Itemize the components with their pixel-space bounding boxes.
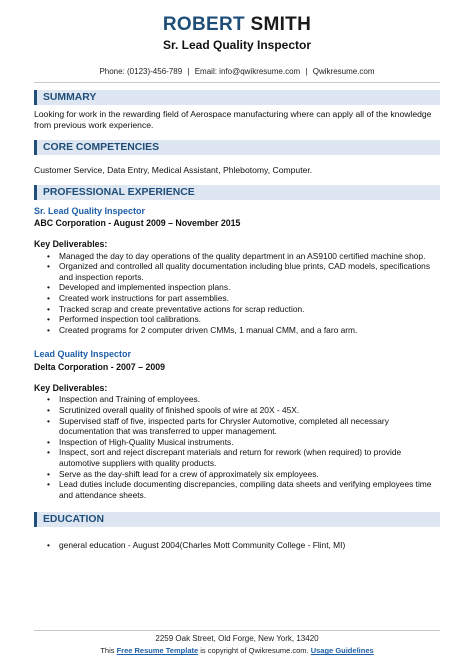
list-item: • Inspection of High-Quality Musical instruments. <box>47 437 440 448</box>
list-item: • Organized and controlled all quality documentation including blue prints, CAD models, specifications and inspection reports. <box>47 261 440 282</box>
job-title: Sr. Lead Quality Inspector <box>34 205 146 216</box>
deliverables-list <box>47 251 440 336</box>
last-name: SMITH <box>250 14 312 35</box>
list-item: • Managed the day to day operations of the quality department in an AS9100 certified machine shop. <box>47 251 440 262</box>
page-footer <box>34 630 440 656</box>
list-item: • general education - August 2004(Charles Mott Community College - Flint, MI) <box>47 540 440 551</box>
list-item: • Created work instructions for part assemblies. <box>47 293 440 304</box>
list-item: • Created programs for 2 computer driven CMMs, 1 manual CMM, and a faro arm. <box>47 325 440 336</box>
email[interactable]: Email: info@qwikresume.com <box>194 67 301 77</box>
list-item: • Supervised staff of five, inspected parts for Chrysler Automotive, completed all necessary documentation that was transferred to upper management. <box>47 416 440 437</box>
job-company-dates: ABC Corporation - August 2009 – November 2015 <box>34 218 241 229</box>
job-title: Lead Quality Inspector <box>34 349 132 360</box>
summary-heading: SUMMARY <box>34 90 440 105</box>
free-resume-template-link[interactable]: Free Resume Template <box>116 646 199 656</box>
list-item: • Lead duties include documenting discrepancies, compiling data sheets and verifying employees time and attendance sheets. <box>47 479 440 500</box>
copyright-prefix: This <box>100 646 115 656</box>
education-list <box>47 540 440 551</box>
list-item: • Serve as the day-shift lead for a crew of approximately six employees. <box>47 469 440 480</box>
job-entry <box>34 206 440 336</box>
footer-address: 2259 Oak Street, Old Forge, New York, 13420 <box>155 634 319 643</box>
list-item: • Performed inspection tool calibrations. <box>47 314 440 325</box>
separator: | <box>187 67 190 77</box>
experience-section <box>34 200 440 501</box>
contact-line <box>34 67 440 82</box>
key-deliverables-label: Key Deliverables: <box>34 383 108 394</box>
key-deliverables-label: Key Deliverables: <box>34 239 108 250</box>
competencies-section <box>34 155 440 176</box>
website[interactable]: Qwikresume.com <box>312 67 375 77</box>
list-item: • Scrutinized overall quality of finished spools of wire at 20X - 45X. <box>47 405 440 416</box>
candidate-name <box>34 14 440 36</box>
list-item: • Inspect, sort and reject discrepant materials and return for rework (when required) to provide automotive suppliers with quality products. <box>47 447 440 468</box>
usage-guidelines-link[interactable]: Usage Guidelines <box>310 646 374 656</box>
deliverables-list <box>47 394 440 500</box>
first-name: ROBERT <box>162 14 245 35</box>
summary-section <box>34 105 440 131</box>
list-item: • Developed and implemented inspection plans. <box>47 282 440 293</box>
separator: | <box>305 67 308 77</box>
job-entry <box>34 349 440 500</box>
list-item: • Inspection and Training of employees. <box>47 394 440 405</box>
job-title-heading: Sr. Lead Quality Inspector <box>162 38 312 52</box>
phone: Phone: (0123)-456-789 <box>99 67 183 77</box>
education-section <box>34 527 440 551</box>
competencies-heading: CORE COMPETENCIES <box>34 140 440 155</box>
competencies-text: Customer Service, Data Entry, Medical Assistant, Phlebotomy, Computer. <box>34 164 313 175</box>
education-heading: EDUCATION <box>34 512 440 527</box>
copyright-line <box>34 646 440 656</box>
copyright-text: is copyright of Qwikresume.com. <box>200 646 309 656</box>
resume-header <box>34 0 440 83</box>
summary-text: Looking for work in the rewarding field of Aerospace manufacturing where can apply all of the knowledge from previous work experience. <box>34 108 432 130</box>
list-item: • Tracked scrap and create preventative actions for scrap reduction. <box>47 304 440 315</box>
job-company-dates: Delta Corporation - 2007 – 2009 <box>34 361 166 372</box>
experience-heading: PROFESSIONAL EXPERIENCE <box>34 185 440 200</box>
